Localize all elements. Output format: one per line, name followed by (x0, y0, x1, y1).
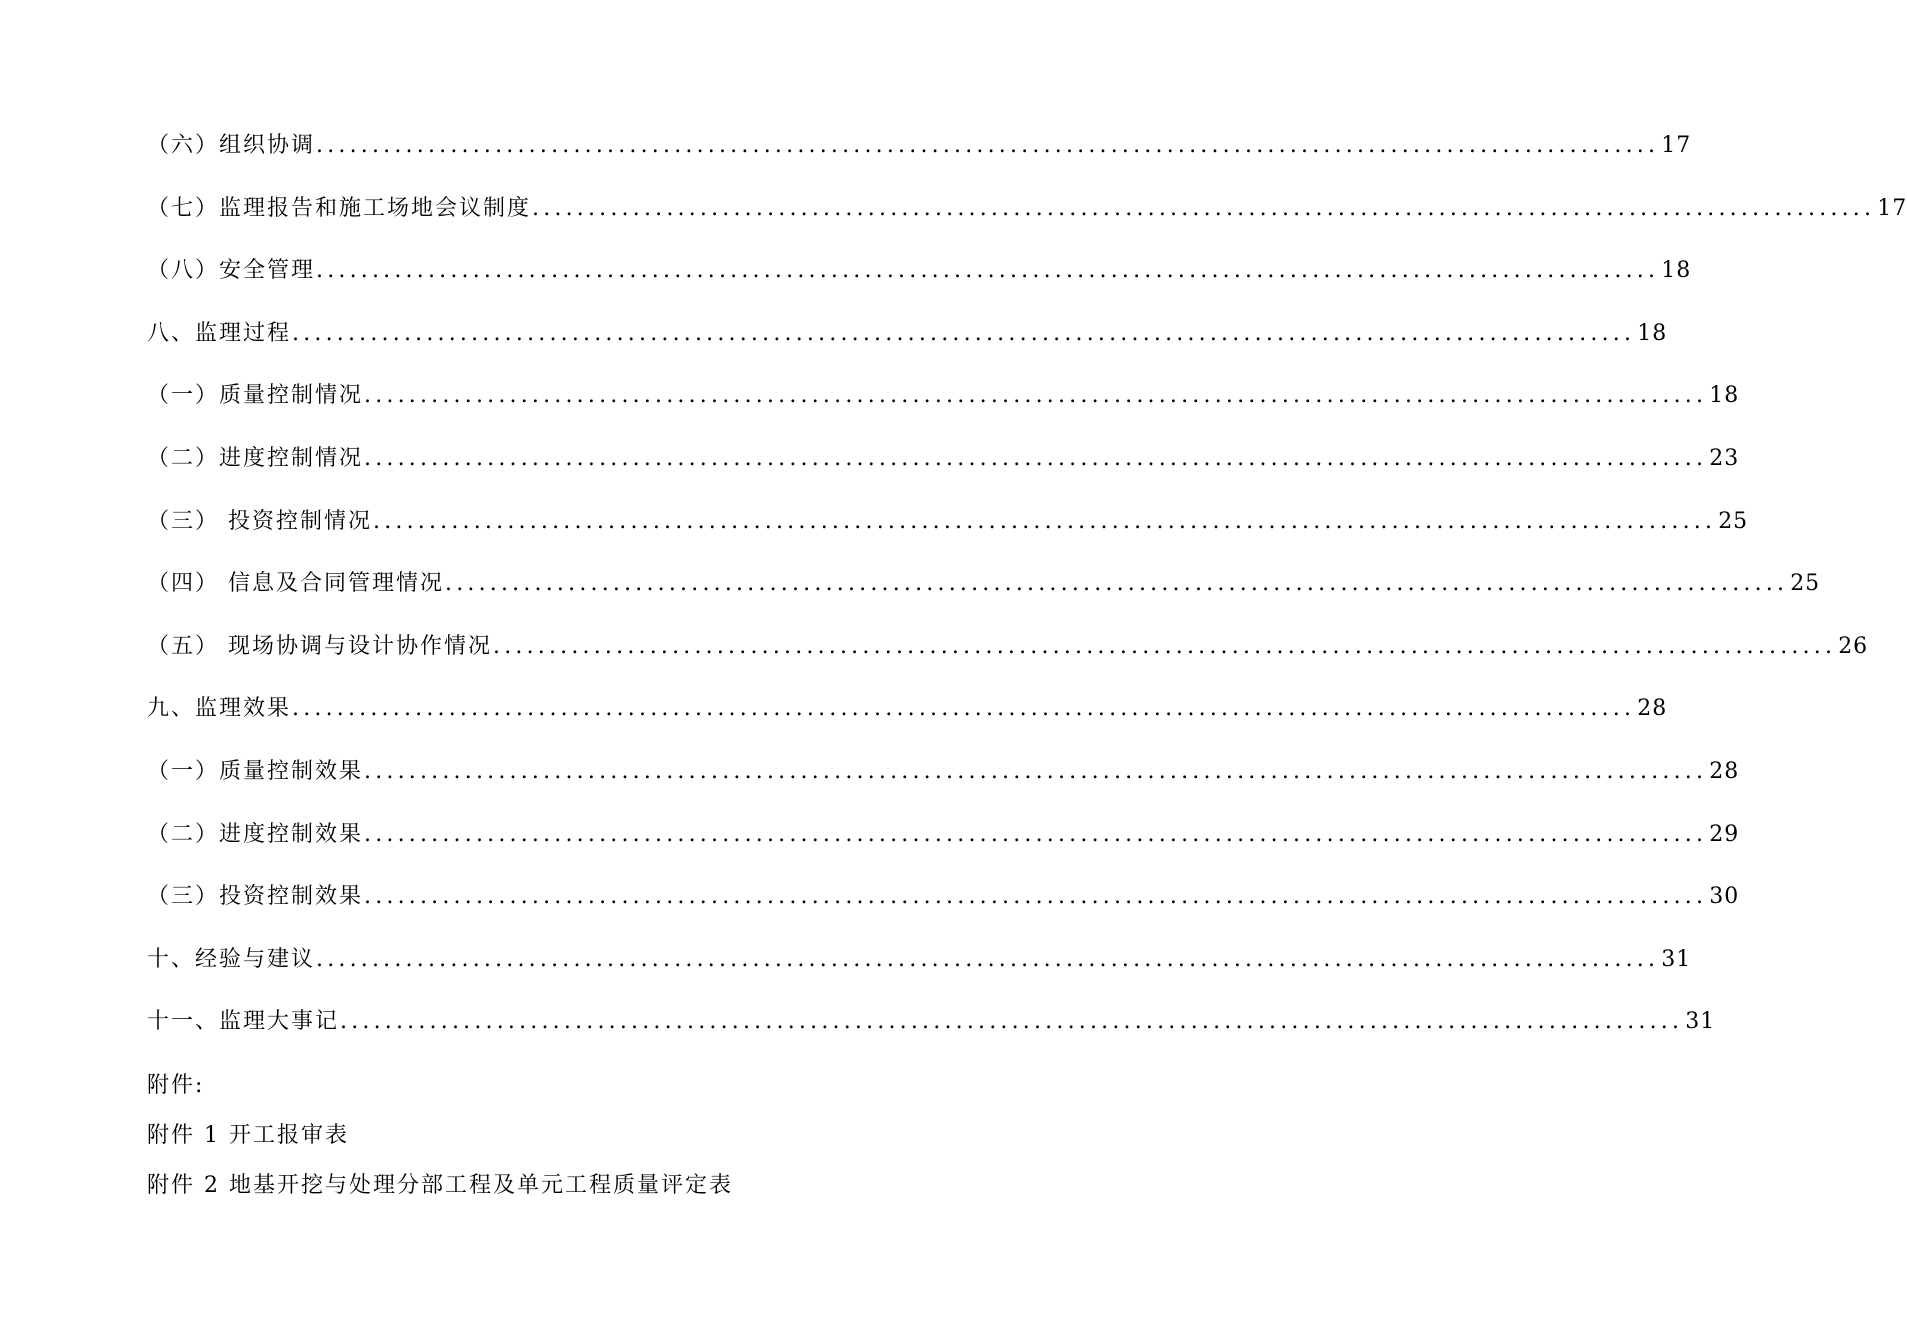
toc-entry[interactable] (147, 629, 1869, 692)
toc-entry[interactable] (147, 1004, 1716, 1067)
toc-entry[interactable] (147, 879, 1740, 942)
toc-dot-leader: ........................................................................................................................ (373, 508, 1717, 534)
toc-entry-page-number: 30 (1709, 884, 1740, 910)
toc-entry[interactable] (147, 378, 1740, 441)
attachment-item-2: 附件 2 地基开挖与处理分部工程及单元工程质量评定表 (147, 1173, 733, 1198)
toc-entry-page-number: 28 (1709, 758, 1740, 784)
attachment-item-1: 附件 1 开工报审表 (147, 1123, 349, 1148)
toc-entry-label: （五） 现场协调与设计协作情况 (147, 633, 492, 659)
toc-entry[interactable] (147, 691, 1668, 754)
toc-entry-page-number: 31 (1685, 1009, 1716, 1035)
toc-entry-page-number: 31 (1661, 946, 1692, 972)
table-of-contents (147, 128, 1907, 1067)
attachments-section (147, 1068, 847, 1218)
toc-entry-page-number: 25 (1718, 508, 1749, 534)
toc-entry-label: （八）安全管理 (147, 258, 316, 284)
toc-entry-label: 十、经验与建议 (147, 946, 316, 972)
toc-dot-leader: ........................................................................................................................ (292, 696, 1636, 722)
toc-entry-page-number: 18 (1709, 383, 1740, 409)
toc-dot-leader: ........................................................................................................................ (493, 633, 1837, 659)
toc-entry-page-number: 17 (1877, 195, 1907, 221)
toc-entry-page-number: 18 (1661, 258, 1692, 284)
toc-dot-leader: ........................................................................................................................ (364, 445, 1708, 471)
toc-entry-label: （六）组织协调 (147, 133, 316, 158)
toc-entry[interactable] (147, 754, 1740, 817)
toc-entry-page-number: 17 (1661, 133, 1692, 158)
toc-dot-leader: ........................................................................................................................ (364, 758, 1708, 784)
toc-entry-page-number: 26 (1838, 633, 1869, 659)
toc-entry[interactable] (147, 566, 1821, 629)
toc-entry-page-number: 29 (1709, 821, 1740, 847)
toc-entry-page-number: 18 (1637, 320, 1668, 346)
toc-entry-page-number: 25 (1790, 571, 1821, 597)
toc-entry-label: （三）投资控制效果 (147, 884, 364, 910)
toc-entry[interactable] (147, 817, 1740, 880)
toc-dot-leader: ........................................................................................................................ (364, 821, 1708, 847)
toc-dot-leader: ........................................................................................................................ (316, 133, 1660, 158)
toc-entry-page-number: 23 (1709, 445, 1740, 471)
toc-entry-label: （三） 投资控制情况 (147, 508, 372, 534)
toc-entry[interactable] (147, 504, 1749, 567)
toc-entry[interactable] (147, 316, 1668, 379)
toc-entry[interactable] (147, 191, 1907, 254)
toc-entry-label: （二）进度控制情况 (147, 445, 364, 471)
toc-entry-label: 八、监理过程 (147, 320, 292, 346)
toc-entry[interactable] (147, 128, 1692, 191)
toc-entry-label: （一）质量控制效果 (147, 758, 364, 784)
toc-entry-page-number: 28 (1637, 696, 1668, 722)
toc-dot-leader: ........................................................................................................................ (445, 571, 1789, 597)
toc-dot-leader: ........................................................................................................................ (532, 195, 1876, 221)
toc-entry-label: 十一、监理大事记 (147, 1009, 340, 1035)
toc-entry-label: （二）进度控制效果 (147, 821, 364, 847)
toc-dot-leader: ........................................................................................................................ (316, 946, 1660, 972)
toc-dot-leader: ........................................................................................................................ (364, 383, 1708, 409)
toc-entry[interactable] (147, 942, 1692, 1005)
toc-dot-leader: ........................................................................................................................ (340, 1009, 1684, 1035)
toc-dot-leader: ........................................................................................................................ (292, 320, 1636, 346)
toc-entry[interactable] (147, 441, 1740, 504)
toc-dot-leader: ........................................................................................................................ (316, 258, 1660, 284)
toc-entry[interactable] (147, 253, 1692, 316)
attachments-heading: 附件: (147, 1073, 205, 1098)
toc-entry-label: （四） 信息及合同管理情况 (147, 571, 444, 597)
toc-entry-label: （七）监理报告和施工场地会议制度 (147, 195, 532, 221)
toc-entry-label: （一）质量控制情况 (147, 383, 364, 409)
toc-entry-label: 九、监理效果 (147, 696, 292, 722)
toc-dot-leader: ........................................................................................................................ (364, 884, 1708, 910)
